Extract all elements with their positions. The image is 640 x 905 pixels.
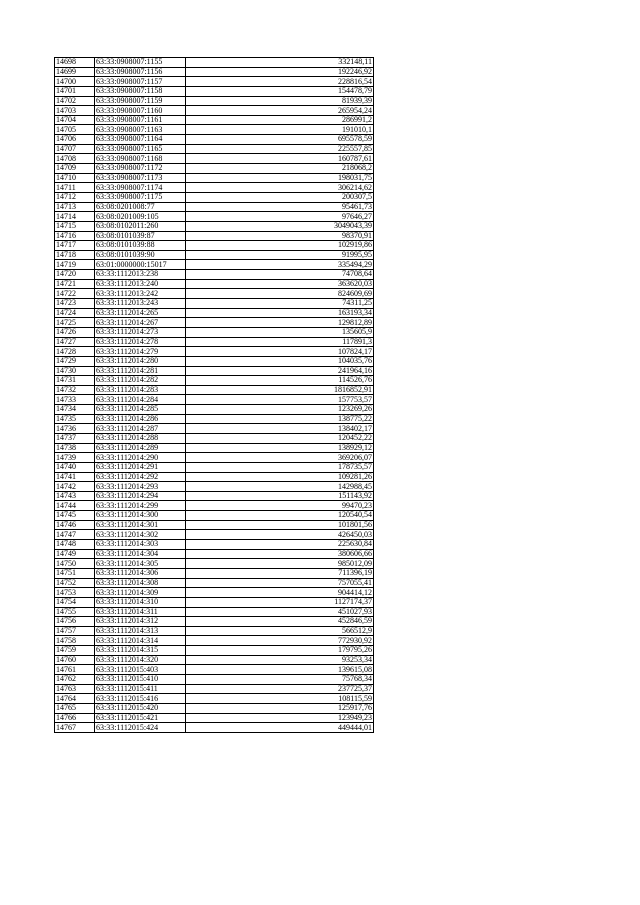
row-number-cell: 14751 [55, 568, 95, 578]
table-row [55, 530, 374, 540]
table-row [55, 366, 374, 376]
cadastral-value-cell: 157753,57 [186, 395, 374, 405]
cadastral-value-cell: 74311,25 [186, 299, 374, 309]
cadastral-value-cell: 237725,37 [186, 684, 374, 694]
table-row [55, 164, 374, 174]
cadastral-number-cell: 63:33:0908007:1159 [95, 96, 186, 106]
cadastral-value-cell: 151143,92 [186, 491, 374, 501]
cadastral-value-cell: 380606,66 [186, 549, 374, 559]
table-row [55, 491, 374, 501]
table-row [55, 646, 374, 656]
cadastral-value-cell: 178735,57 [186, 462, 374, 472]
table-row [55, 443, 374, 453]
row-number-cell: 14735 [55, 414, 95, 424]
table-row [55, 694, 374, 704]
row-number-cell: 14757 [55, 626, 95, 636]
row-number-cell: 14724 [55, 308, 95, 318]
row-number-cell: 14764 [55, 694, 95, 704]
table-row [55, 597, 374, 607]
table-row [55, 77, 374, 87]
row-number-cell: 14721 [55, 279, 95, 289]
table-row [55, 337, 374, 347]
table-row [55, 279, 374, 289]
cadastral-number-cell: 63:33:0908007:1155 [95, 58, 186, 68]
table-row [55, 482, 374, 492]
cadastral-number-cell: 63:33:1112014:299 [95, 501, 186, 511]
cadastral-number-cell: 63:08:0101039:88 [95, 241, 186, 251]
cadastral-number-cell: 63:33:0908007:1161 [95, 115, 186, 125]
table-row [55, 568, 374, 578]
table-row [55, 327, 374, 337]
table-row [55, 665, 374, 675]
cadastral-value-cell: 286991,2 [186, 115, 374, 125]
cadastral-number-cell: 63:33:1112014:303 [95, 540, 186, 550]
cadastral-number-cell: 63:33:1112014:314 [95, 636, 186, 646]
cadastral-number-cell: 63:33:1112014:289 [95, 443, 186, 453]
cadastral-value-cell: 265954,24 [186, 106, 374, 116]
table-row [55, 212, 374, 222]
row-number-cell: 14750 [55, 559, 95, 569]
table-row [55, 549, 374, 559]
table-row [55, 135, 374, 145]
cadastral-number-cell: 63:33:1112014:305 [95, 559, 186, 569]
row-number-cell: 14700 [55, 77, 95, 87]
cadastral-number-cell: 63:33:0908007:1165 [95, 144, 186, 154]
row-number-cell: 14728 [55, 347, 95, 357]
row-number-cell: 14749 [55, 549, 95, 559]
cadastral-value-cell: 91995,95 [186, 250, 374, 260]
table-row [55, 67, 374, 77]
cadastral-value-cell: 142988,45 [186, 482, 374, 492]
cadastral-value-cell: 332148,11 [186, 58, 374, 68]
row-number-cell: 14755 [55, 607, 95, 617]
table-row [55, 617, 374, 627]
cadastral-value-cell: 107824,17 [186, 347, 374, 357]
row-number-cell: 14767 [55, 723, 95, 733]
table-row [55, 86, 374, 96]
row-number-cell: 14705 [55, 125, 95, 135]
cadastral-number-cell: 63:33:1112014:309 [95, 588, 186, 598]
row-number-cell: 14727 [55, 337, 95, 347]
cadastral-number-cell: 63:33:1112015:420 [95, 703, 186, 713]
row-number-cell: 14722 [55, 289, 95, 299]
table-row [55, 154, 374, 164]
cadastral-value-cell: 198031,75 [186, 173, 374, 183]
row-number-cell: 14763 [55, 684, 95, 694]
table-row [55, 472, 374, 482]
table-row [55, 559, 374, 569]
table-row [55, 270, 374, 280]
cadastral-value-cell: 74708,64 [186, 270, 374, 280]
row-number-cell: 14745 [55, 511, 95, 521]
table-row [55, 376, 374, 386]
cadastral-value-cell: 1816852,91 [186, 385, 374, 395]
cadastral-value-cell: 95461,73 [186, 202, 374, 212]
row-number-cell: 14766 [55, 713, 95, 723]
cadastral-value-cell: 711396,19 [186, 568, 374, 578]
row-number-cell: 14765 [55, 703, 95, 713]
cadastral-number-cell: 63:33:1112014:301 [95, 520, 186, 530]
table-row [55, 308, 374, 318]
table-row [55, 347, 374, 357]
cadastral-value-cell: 225630,84 [186, 540, 374, 550]
cadastral-number-cell: 63:33:1112014:293 [95, 482, 186, 492]
cadastral-number-cell: 63:33:1112014:267 [95, 318, 186, 328]
row-number-cell: 14718 [55, 250, 95, 260]
cadastral-value-cell: 824609,69 [186, 289, 374, 299]
table-row [55, 520, 374, 530]
row-number-cell: 14725 [55, 318, 95, 328]
table-row [55, 173, 374, 183]
cadastral-value-cell: 108115,59 [186, 694, 374, 704]
cadastral-number-cell: 63:33:0908007:1164 [95, 135, 186, 145]
cadastral-number-cell: 63:33:1112015:411 [95, 684, 186, 694]
table-row [55, 385, 374, 395]
cadastral-number-cell: 63:33:1112014:312 [95, 617, 186, 627]
cadastral-value-cell: 120540,54 [186, 511, 374, 521]
cadastral-value-cell: 192246,92 [186, 67, 374, 77]
cadastral-number-cell: 63:33:1112014:294 [95, 491, 186, 501]
cadastral-value-cell: 772930,92 [186, 636, 374, 646]
table-row [55, 414, 374, 424]
cadastral-value-cell: 452846,59 [186, 617, 374, 627]
table-row [55, 106, 374, 116]
cadastral-number-cell: 63:08:0101039:87 [95, 231, 186, 241]
table-row [55, 588, 374, 598]
cadastral-number-cell: 63:33:0908007:1160 [95, 106, 186, 116]
cadastral-value-cell: 306214,62 [186, 183, 374, 193]
cadastral-value-cell: 125917,76 [186, 703, 374, 713]
row-number-cell: 14715 [55, 221, 95, 231]
cadastral-value-cell: 138775,22 [186, 414, 374, 424]
cadastral-value-cell: 97646,27 [186, 212, 374, 222]
row-number-cell: 14720 [55, 270, 95, 280]
cadastral-number-cell: 63:33:1112014:308 [95, 578, 186, 588]
cadastral-value-cell: 98370,91 [186, 231, 374, 241]
cadastral-value-cell: 154478,79 [186, 86, 374, 96]
cadastral-number-cell: 63:33:1112014:279 [95, 347, 186, 357]
row-number-cell: 14713 [55, 202, 95, 212]
cadastral-number-cell: 63:01:0000000:15017 [95, 260, 186, 270]
table-row [55, 703, 374, 713]
cadastral-number-cell: 63:33:1112014:285 [95, 405, 186, 415]
row-number-cell: 14729 [55, 356, 95, 366]
cadastral-number-cell: 63:33:1112015:410 [95, 675, 186, 685]
cadastral-value-cell: 75768,34 [186, 675, 374, 685]
cadastral-number-cell: 63:33:1112014:311 [95, 607, 186, 617]
cadastral-value-cell: 99470,23 [186, 501, 374, 511]
row-number-cell: 14701 [55, 86, 95, 96]
cadastral-number-cell: 63:33:1112014:304 [95, 549, 186, 559]
cadastral-number-cell: 63:33:1112014:292 [95, 472, 186, 482]
table-row [55, 250, 374, 260]
cadastral-number-cell: 63:33:1112014:300 [95, 511, 186, 521]
table-row [55, 125, 374, 135]
cadastral-number-cell: 63:33:1112013:240 [95, 279, 186, 289]
table-row [55, 395, 374, 405]
table-row [55, 655, 374, 665]
row-number-cell: 14711 [55, 183, 95, 193]
table-row [55, 626, 374, 636]
row-number-cell: 14758 [55, 636, 95, 646]
cadastral-number-cell: 63:33:0908007:1156 [95, 67, 186, 77]
cadastral-number-cell: 63:33:0908007:1163 [95, 125, 186, 135]
table-row [55, 144, 374, 154]
table-row [55, 540, 374, 550]
table-row [55, 183, 374, 193]
cadastral-number-cell: 63:33:1112014:313 [95, 626, 186, 636]
cadastral-number-cell: 63:33:1112014:273 [95, 327, 186, 337]
cadastral-number-cell: 63:33:1112014:290 [95, 453, 186, 463]
cadastral-number-cell: 63:33:1112013:238 [95, 270, 186, 280]
table-row [55, 356, 374, 366]
cadastral-value-cell: 138402,17 [186, 424, 374, 434]
cadastral-value-cell: 123269,26 [186, 405, 374, 415]
table-row [55, 299, 374, 309]
cadastral-number-cell: 63:08:0102011:260 [95, 221, 186, 231]
table-row [55, 511, 374, 521]
table-row [55, 115, 374, 125]
row-number-cell: 14759 [55, 646, 95, 656]
row-number-cell: 14752 [55, 578, 95, 588]
cadastral-value-table [54, 57, 374, 733]
cadastral-value-cell: 757055,41 [186, 578, 374, 588]
row-number-cell: 14743 [55, 491, 95, 501]
cadastral-value-cell: 566512,9 [186, 626, 374, 636]
row-number-cell: 14748 [55, 540, 95, 550]
table-row [55, 241, 374, 251]
row-number-cell: 14746 [55, 520, 95, 530]
cadastral-number-cell: 63:33:0908007:1172 [95, 164, 186, 174]
table-row [55, 58, 374, 68]
cadastral-number-cell: 63:33:1112014:282 [95, 376, 186, 386]
row-number-cell: 14709 [55, 164, 95, 174]
table-row [55, 318, 374, 328]
row-number-cell: 14762 [55, 675, 95, 685]
row-number-cell: 14717 [55, 241, 95, 251]
cadastral-value-cell: 81939,39 [186, 96, 374, 106]
cadastral-value-cell: 241964,16 [186, 366, 374, 376]
cadastral-value-cell: 369206,07 [186, 453, 374, 463]
cadastral-number-cell: 63:33:1112015:421 [95, 713, 186, 723]
row-number-cell: 14744 [55, 501, 95, 511]
row-number-cell: 14716 [55, 231, 95, 241]
cadastral-number-cell: 63:33:1112014:288 [95, 433, 186, 443]
table-row [55, 433, 374, 443]
row-number-cell: 14730 [55, 366, 95, 376]
cadastral-value-cell: 904414,12 [186, 588, 374, 598]
table-row [55, 675, 374, 685]
cadastral-number-cell: 63:33:1112013:243 [95, 299, 186, 309]
cadastral-number-cell: 63:08:0101039:90 [95, 250, 186, 260]
table-row [55, 231, 374, 241]
cadastral-value-cell: 335494,29 [186, 260, 374, 270]
cadastral-value-cell: 451027,93 [186, 607, 374, 617]
cadastral-number-cell: 63:33:1112015:416 [95, 694, 186, 704]
row-number-cell: 14741 [55, 472, 95, 482]
table-row [55, 96, 374, 106]
table-row [55, 607, 374, 617]
cadastral-number-cell: 63:08:0201009:105 [95, 212, 186, 222]
cadastral-value-cell: 163193,34 [186, 308, 374, 318]
row-number-cell: 14708 [55, 154, 95, 164]
row-number-cell: 14712 [55, 192, 95, 202]
table-row [55, 578, 374, 588]
table-row [55, 289, 374, 299]
cadastral-number-cell: 63:33:1112014:310 [95, 597, 186, 607]
cadastral-number-cell: 63:33:0908007:1174 [95, 183, 186, 193]
cadastral-number-cell: 63:08:0201008:77 [95, 202, 186, 212]
row-number-cell: 14703 [55, 106, 95, 116]
cadastral-value-cell: 363620,03 [186, 279, 374, 289]
row-number-cell: 14699 [55, 67, 95, 77]
table-row [55, 453, 374, 463]
row-number-cell: 14756 [55, 617, 95, 627]
cadastral-value-cell: 93253,34 [186, 655, 374, 665]
cadastral-value-cell: 449444,01 [186, 723, 374, 733]
row-number-cell: 14710 [55, 173, 95, 183]
cadastral-number-cell: 63:33:1112014:265 [95, 308, 186, 318]
row-number-cell: 14761 [55, 665, 95, 675]
table-row [55, 462, 374, 472]
cadastral-number-cell: 63:33:0908007:1168 [95, 154, 186, 164]
cadastral-number-cell: 63:33:1112014:306 [95, 568, 186, 578]
row-number-cell: 14760 [55, 655, 95, 665]
row-number-cell: 14754 [55, 597, 95, 607]
table-row [55, 424, 374, 434]
cadastral-value-cell: 120452,22 [186, 433, 374, 443]
cadastral-number-cell: 63:33:1112015:424 [95, 723, 186, 733]
cadastral-number-cell: 63:33:1112014:284 [95, 395, 186, 405]
row-number-cell: 14731 [55, 376, 95, 386]
cadastral-number-cell: 63:33:1112014:315 [95, 646, 186, 656]
row-number-cell: 14707 [55, 144, 95, 154]
cadastral-value-cell: 3049043,39 [186, 221, 374, 231]
table-row [55, 260, 374, 270]
row-number-cell: 14737 [55, 433, 95, 443]
cadastral-value-cell: 160787,61 [186, 154, 374, 164]
cadastral-number-cell: 63:33:0908007:1173 [95, 173, 186, 183]
cadastral-number-cell: 63:33:1112014:302 [95, 530, 186, 540]
cadastral-value-cell: 218068,2 [186, 164, 374, 174]
cadastral-value-cell: 225557,85 [186, 144, 374, 154]
row-number-cell: 14736 [55, 424, 95, 434]
cadastral-number-cell: 63:33:1112014:278 [95, 337, 186, 347]
table-body [55, 58, 374, 733]
row-number-cell: 14714 [55, 212, 95, 222]
row-number-cell: 14753 [55, 588, 95, 598]
row-number-cell: 14742 [55, 482, 95, 492]
row-number-cell: 14739 [55, 453, 95, 463]
cadastral-value-cell: 129812,89 [186, 318, 374, 328]
cadastral-value-cell: 104035,76 [186, 356, 374, 366]
row-number-cell: 14706 [55, 135, 95, 145]
table-row [55, 221, 374, 231]
row-number-cell: 14734 [55, 405, 95, 415]
cadastral-number-cell: 63:33:0908007:1175 [95, 192, 186, 202]
cadastral-number-cell: 63:33:1112014:286 [95, 414, 186, 424]
cadastral-value-cell: 179795,26 [186, 646, 374, 656]
cadastral-number-cell: 63:33:1112013:242 [95, 289, 186, 299]
table-row [55, 405, 374, 415]
cadastral-number-cell: 63:33:1112014:280 [95, 356, 186, 366]
cadastral-value-cell: 191010,1 [186, 125, 374, 135]
row-number-cell: 14726 [55, 327, 95, 337]
cadastral-number-cell: 63:33:1112014:283 [95, 385, 186, 395]
table-row [55, 636, 374, 646]
row-number-cell: 14733 [55, 395, 95, 405]
cadastral-value-cell: 102919,86 [186, 241, 374, 251]
cadastral-value-cell: 123949,23 [186, 713, 374, 723]
row-number-cell: 14738 [55, 443, 95, 453]
table-row [55, 202, 374, 212]
cadastral-number-cell: 63:33:1112015:403 [95, 665, 186, 675]
cadastral-value-cell: 117891,3 [186, 337, 374, 347]
row-number-cell: 14719 [55, 260, 95, 270]
cadastral-value-cell: 109281,26 [186, 472, 374, 482]
table-row [55, 723, 374, 733]
table-row [55, 713, 374, 723]
cadastral-value-cell: 200307,5 [186, 192, 374, 202]
row-number-cell: 14698 [55, 58, 95, 68]
row-number-cell: 14702 [55, 96, 95, 106]
cadastral-value-cell: 101801,56 [186, 520, 374, 530]
cadastral-value-cell: 985012,09 [186, 559, 374, 569]
cadastral-value-cell: 228816,54 [186, 77, 374, 87]
cadastral-value-cell: 139615,08 [186, 665, 374, 675]
cadastral-value-cell: 426450,03 [186, 530, 374, 540]
cadastral-number-cell: 63:33:1112014:291 [95, 462, 186, 472]
row-number-cell: 14732 [55, 385, 95, 395]
table-row [55, 192, 374, 202]
cadastral-value-cell: 135605,9 [186, 327, 374, 337]
cadastral-number-cell: 63:33:1112014:320 [95, 655, 186, 665]
row-number-cell: 14747 [55, 530, 95, 540]
cadastral-value-cell: 138929,12 [186, 443, 374, 453]
table-row [55, 501, 374, 511]
cadastral-value-cell: 1127174,37 [186, 597, 374, 607]
table-row [55, 684, 374, 694]
cadastral-number-cell: 63:33:0908007:1157 [95, 77, 186, 87]
cadastral-value-cell: 695578,59 [186, 135, 374, 145]
cadastral-number-cell: 63:33:0908007:1158 [95, 86, 186, 96]
cadastral-number-cell: 63:33:1112014:281 [95, 366, 186, 376]
row-number-cell: 14723 [55, 299, 95, 309]
cadastral-value-cell: 114526,76 [186, 376, 374, 386]
row-number-cell: 14704 [55, 115, 95, 125]
cadastral-number-cell: 63:33:1112014:287 [95, 424, 186, 434]
row-number-cell: 14740 [55, 462, 95, 472]
